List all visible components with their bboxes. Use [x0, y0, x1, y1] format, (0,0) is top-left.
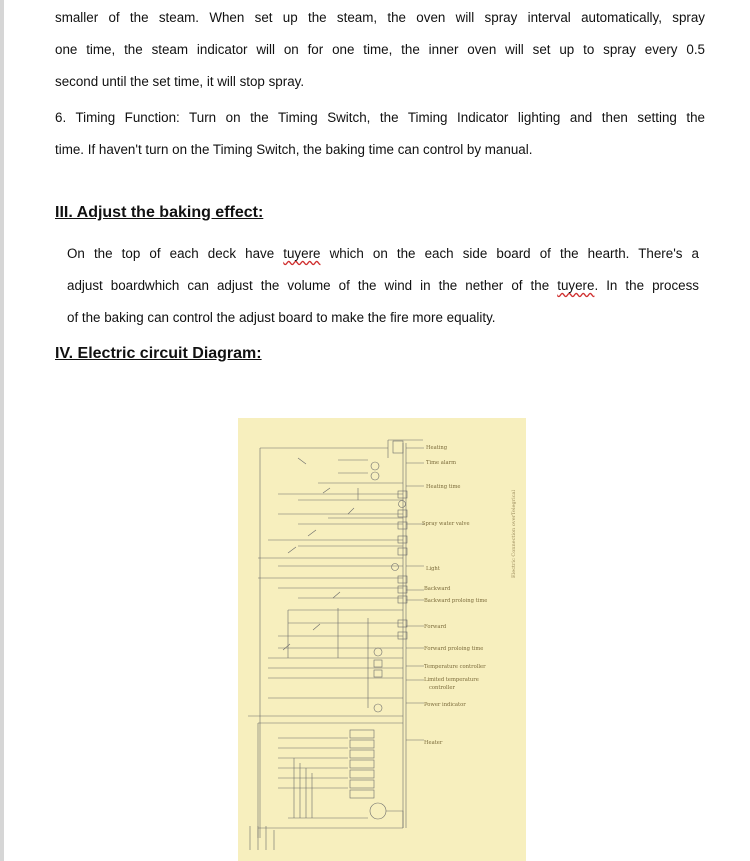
- diagram-label: Heating: [426, 445, 448, 451]
- diagram-label: Temperature controller: [424, 664, 486, 670]
- timing-line-1: 6. Timing Function: Turn on the Timing Switch, the Timing Indicator lighting and then setting the: [55, 110, 705, 125]
- page-left-border: [0, 0, 4, 861]
- diagram-label: Backward proloing time: [424, 598, 488, 604]
- section-3-line-2: [67, 270, 699, 302]
- diagram-label: Power indicator: [424, 702, 466, 708]
- diagram-side-caption: Electric Connection overTelegrical: [511, 489, 517, 578]
- diagram-label: Forward: [424, 624, 447, 630]
- timing-paragraph: [55, 102, 705, 166]
- spellcheck-word: tuyere: [283, 246, 321, 261]
- section-3-line-2-a: adjust boardwhich can adjust the volume of the wind in the nether of the: [67, 278, 558, 293]
- diagram-label: Backward: [424, 586, 451, 592]
- section-3-line-1: [67, 238, 699, 270]
- diagram-label: Heater: [424, 740, 443, 746]
- steam-line-3: second until the set time, it will stop spray.: [55, 74, 305, 89]
- section-3-heading: III. Adjust the baking effect:: [55, 204, 264, 221]
- section-3-paragraph: [67, 238, 699, 334]
- circuit-diagram-svg: [238, 418, 526, 861]
- diagram-label: controller: [429, 685, 455, 691]
- section-3-line-2-b: . In the process: [594, 278, 699, 293]
- circuit-diagram-image: [238, 418, 526, 861]
- spellcheck-word: tuyere: [557, 278, 595, 293]
- steam-line-1: smaller of the steam. When set up the steam, the oven will spray interval automatically, spray: [55, 10, 705, 25]
- timing-line-2: time. If haven't turn on the Timing Switch, the baking time can control by manual.: [55, 142, 533, 157]
- diagram-label: Forward proloing time: [424, 646, 484, 652]
- section-3-line-3: of the baking can control the adjust board to make the fire more equality.: [67, 310, 496, 325]
- section-4-heading: IV. Electric circuit Diagram:: [55, 345, 262, 362]
- section-3-line-1-b: which on the each side board of the hearth. There's a: [320, 246, 699, 261]
- diagram-label: Limited temperature: [424, 677, 479, 683]
- diagram-label: Spray water valve: [422, 521, 470, 527]
- diagram-label: Time alarm: [426, 460, 457, 466]
- diagram-label: Heating time: [426, 484, 461, 490]
- steam-paragraph: [55, 2, 705, 98]
- diagram-label: Light: [426, 566, 440, 572]
- steam-line-2: one time, the steam indicator will on for one time, the inner oven will set up to spray every 0.5: [55, 42, 705, 57]
- section-3-line-1-a: On the top of each deck have: [67, 246, 284, 261]
